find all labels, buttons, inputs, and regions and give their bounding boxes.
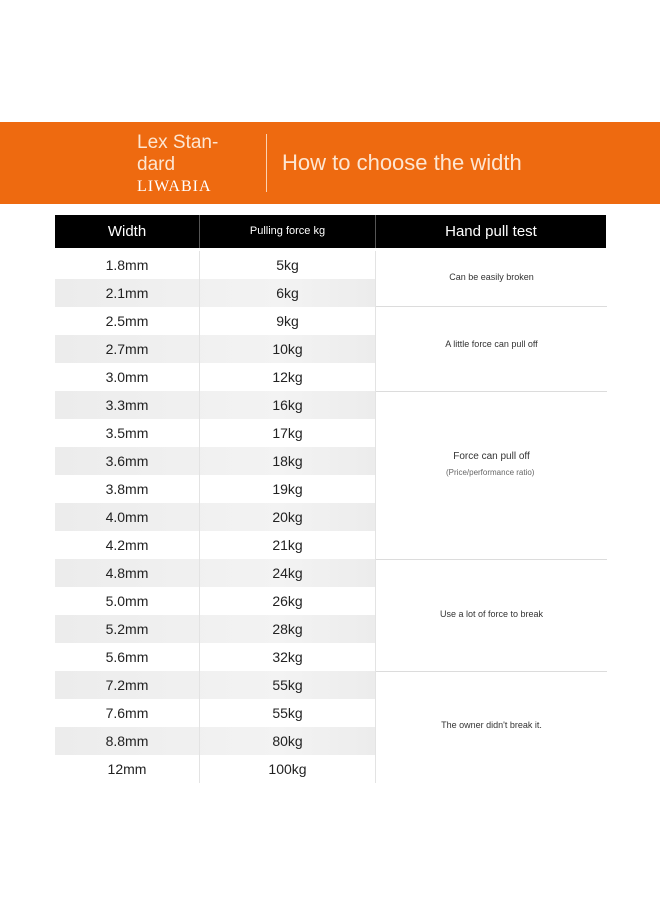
cell-width: 5.6mm xyxy=(105,649,149,665)
table-row xyxy=(55,419,376,447)
cell-force: 9kg xyxy=(276,313,299,329)
brand-block xyxy=(137,132,257,196)
cell-width: 2.5mm xyxy=(105,313,149,329)
header-pulling-force: Pulling force kg xyxy=(249,225,326,237)
cell-width: 3.5mm xyxy=(105,425,149,441)
table-row xyxy=(55,587,376,615)
group-easily-broken xyxy=(376,272,607,282)
group-label: Use a lot of force to break xyxy=(439,609,544,619)
cell-force: 24kg xyxy=(272,565,303,581)
cell-width: 4.0mm xyxy=(105,509,149,525)
cell-width: 5.0mm xyxy=(105,593,149,609)
cell-width: 3.3mm xyxy=(105,397,149,413)
cell-width: 8.8mm xyxy=(105,733,149,749)
header-hand-pull-test: Hand pull test xyxy=(445,223,537,240)
group-divider xyxy=(376,559,607,560)
group-little-force xyxy=(376,339,607,349)
column-divider xyxy=(375,251,376,783)
header-banner xyxy=(0,122,660,204)
table-header xyxy=(55,215,606,248)
page-title: How to choose the width xyxy=(282,150,522,175)
cell-force: 12kg xyxy=(272,369,303,385)
table-row xyxy=(55,335,376,363)
cell-force: 20kg xyxy=(272,509,303,525)
group-label: A little force can pull off xyxy=(445,339,538,349)
cell-width: 3.0mm xyxy=(105,369,149,385)
cell-force: 16kg xyxy=(272,397,303,413)
table-row xyxy=(55,643,376,671)
cell-width: 12mm xyxy=(107,761,147,777)
cell-width: 5.2mm xyxy=(105,621,149,637)
table-row xyxy=(55,251,376,279)
table-row xyxy=(55,727,376,755)
group-divider xyxy=(376,671,607,672)
group-note: (Price/performance ratio) xyxy=(446,468,535,477)
table-row xyxy=(55,279,376,307)
cell-width: 4.8mm xyxy=(105,565,149,581)
group-lot-of-force xyxy=(376,609,607,619)
cell-force: 19kg xyxy=(272,481,303,497)
group-label: Force can pull off xyxy=(453,451,530,462)
group-label: Can be easily broken xyxy=(449,272,534,282)
table-row xyxy=(55,531,376,559)
cell-force: 80kg xyxy=(272,733,303,749)
banner-divider xyxy=(266,134,267,192)
group-divider xyxy=(376,306,607,307)
group-owner-didnt-break xyxy=(376,720,607,730)
cell-width: 4.2mm xyxy=(105,537,149,553)
cell-width: 7.6mm xyxy=(105,705,149,721)
table-row xyxy=(55,391,376,419)
cell-width: 2.1mm xyxy=(105,285,149,301)
cell-force: 55kg xyxy=(272,705,303,721)
table-row xyxy=(55,447,376,475)
group-divider xyxy=(376,391,607,392)
table-row xyxy=(55,615,376,643)
table-row xyxy=(55,755,376,783)
cell-force: 21kg xyxy=(272,537,303,553)
table-row xyxy=(55,559,376,587)
cell-width: 3.6mm xyxy=(105,453,149,469)
cell-force: 5kg xyxy=(276,257,299,273)
cell-force: 55kg xyxy=(272,677,303,693)
cell-force: 10kg xyxy=(272,341,303,357)
table-row xyxy=(55,699,376,727)
brand-text-line-2: dard xyxy=(137,154,176,175)
cell-width: 3.8mm xyxy=(105,481,149,497)
cell-force: 17kg xyxy=(272,425,303,441)
cell-width: 2.7mm xyxy=(105,341,149,357)
group-label: The owner didn't break it. xyxy=(441,720,542,730)
table-row xyxy=(55,503,376,531)
table-row xyxy=(55,363,376,391)
header-width: Width xyxy=(107,223,147,240)
column-divider xyxy=(199,251,200,783)
cell-width: 1.8mm xyxy=(105,257,149,273)
brand-text-line-1: Lex Stan- xyxy=(137,132,219,153)
cell-force: 6kg xyxy=(276,285,299,301)
cell-force: 32kg xyxy=(272,649,303,665)
brand-logo: LIWABIA xyxy=(137,178,212,195)
table-row xyxy=(55,475,376,503)
cell-force: 26kg xyxy=(272,593,303,609)
group-force-pull-off xyxy=(376,451,607,477)
table-row xyxy=(55,671,376,699)
cell-force: 100kg xyxy=(268,761,307,777)
cell-force: 28kg xyxy=(272,621,303,637)
cell-force: 18kg xyxy=(272,453,303,469)
table-row xyxy=(55,307,376,335)
cell-width: 7.2mm xyxy=(105,677,149,693)
